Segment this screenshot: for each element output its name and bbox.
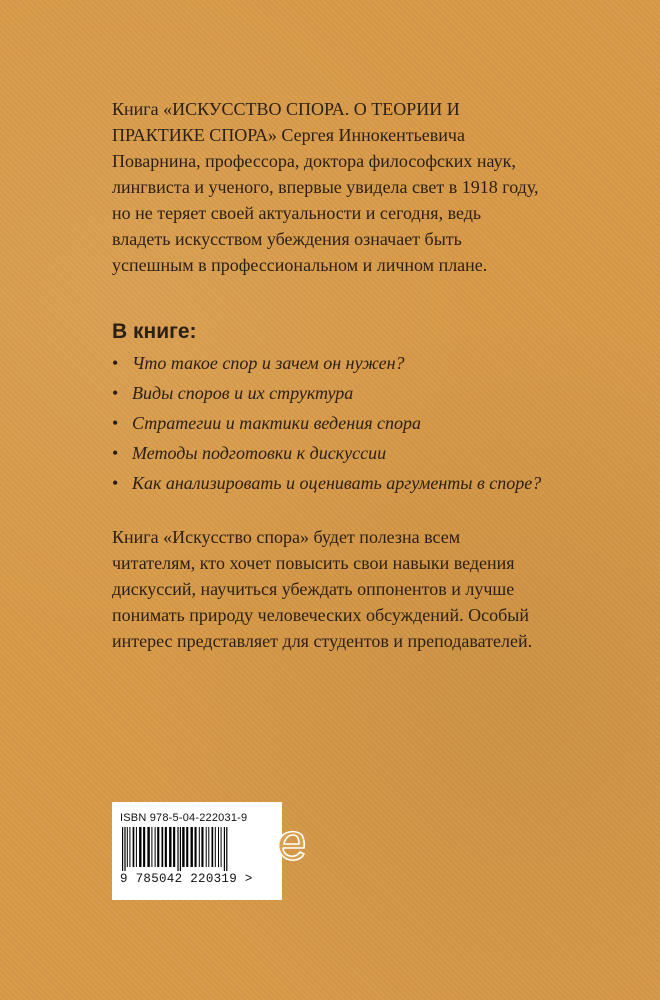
list-item: • Виды споров и их структура: [112, 382, 542, 404]
list-item: • Стратегии и тактики ведения спора: [112, 412, 542, 434]
barcode-panel: [112, 802, 282, 900]
list-item: • Как анализировать и оценивать аргументы в споре?: [112, 472, 542, 494]
barcode-bars: [120, 827, 266, 871]
barcode-digits: 9 785042 220319 >: [120, 872, 253, 886]
list-item: • Методы подготовки к дискуссии: [112, 442, 542, 464]
isbn-label: ISBN 978-5-04-222031-9: [120, 812, 248, 824]
outro-paragraph: Книга «Искусство спора» будет полезна всем читателям, кто хочет повысить свои навыки ведения дискуссий, научиться убеждать оппонентов и лучше понимать природу человеческих обсуждений. Особый интерес представляет для студентов и преподавателей.: [112, 527, 533, 651]
eksmo-e-logo-icon: [275, 826, 309, 866]
list-heading: В книге:: [112, 320, 197, 343]
intro-paragraph: Книга «ИСКУССТВО СПОРА. О ТЕОРИИ И ПРАКТИКЕ СПОРА» Сергея Иннокентьевича Поварнина, профессора, доктора философских наук, лингвиста и ученого, впервые увидела свет в 1918 году, но не теряет своей актуальности и сегодня, ведь владеть искусством убеждения означает быть успешным в профессиональном и личном плане.: [112, 99, 539, 275]
contents-list: [112, 352, 542, 494]
cover-text-block: [112, 96, 542, 654]
list-item: • Что такое спор и зачем он нужен?: [112, 352, 542, 374]
